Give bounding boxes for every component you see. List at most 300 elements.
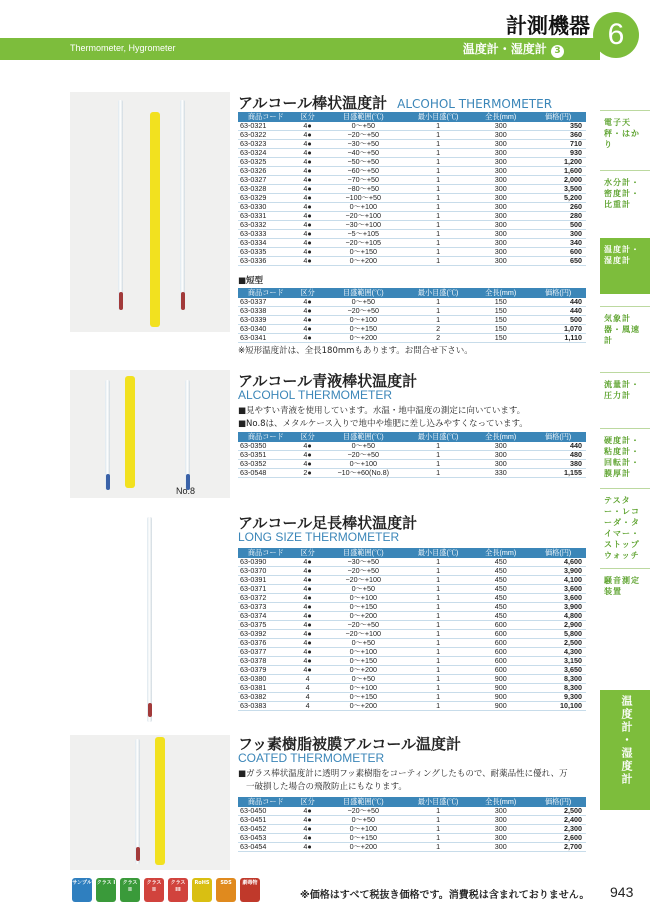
table-cell: 63-0378 xyxy=(238,657,294,666)
table-header: 価格(円) xyxy=(530,288,586,298)
table-row xyxy=(238,612,586,621)
table-cell: 1 xyxy=(405,675,471,684)
table-cell: 1 xyxy=(405,230,471,239)
table-cell: 63-0390 xyxy=(238,558,294,567)
table-cell: 0〜+100 xyxy=(322,825,406,834)
table-cell: 63-0370 xyxy=(238,567,294,576)
table-header: 価格(円) xyxy=(530,112,586,122)
table-cell: 150 xyxy=(471,334,530,343)
table-cell: 63-0327 xyxy=(238,176,294,185)
table-row xyxy=(238,334,586,343)
table-cell: 1 xyxy=(405,657,471,666)
table-cell: 2 xyxy=(405,325,471,334)
table-cell: 1 xyxy=(405,221,471,230)
table-cell: −40〜+50 xyxy=(322,149,406,158)
spec-table-coated xyxy=(238,797,586,852)
table-cell: 600 xyxy=(471,666,530,675)
category-subline xyxy=(0,38,600,60)
table-row xyxy=(238,807,586,816)
table-cell: 300 xyxy=(471,158,530,167)
table-cell: 4,800 xyxy=(530,612,586,621)
table-cell: 0〜+50 xyxy=(322,585,406,594)
table-cell: 0〜+150 xyxy=(322,325,406,334)
sidebar-item[interactable]: 騒音測定装置 xyxy=(600,568,650,614)
table-cell: 0〜+200 xyxy=(322,257,406,266)
section4-note-1: ■ガラス棒状温度計に透明フッ素樹脂をコーティングしたもので、耐薬品性に優れ、万 xyxy=(238,769,568,779)
table-cell: 300 xyxy=(471,221,530,230)
subtitle-number: 3 xyxy=(551,45,564,58)
table-cell: 4● xyxy=(294,325,322,334)
table-row xyxy=(238,825,586,834)
tax-note: ※価格はすべて税抜き価格です。消費税は含まれておりません。 xyxy=(300,890,590,901)
table-cell: 1 xyxy=(405,585,471,594)
table-cell: 0〜+100 xyxy=(322,316,406,325)
table-cell: 1 xyxy=(405,140,471,149)
table-cell: −80〜+50 xyxy=(322,185,406,194)
table-cell: 1 xyxy=(405,702,471,711)
table-cell: 63-0373 xyxy=(238,603,294,612)
table-header: 最小目盛(℃) xyxy=(405,288,471,298)
table-cell: −20〜+50 xyxy=(322,567,406,576)
table-cell: 1,200 xyxy=(530,158,586,167)
table-row xyxy=(238,666,586,675)
table-cell: 63-0334 xyxy=(238,239,294,248)
table-cell: 150 xyxy=(471,316,530,325)
table-row xyxy=(238,594,586,603)
table-cell: 1 xyxy=(405,167,471,176)
product-photo-long xyxy=(70,505,230,725)
table-cell: 63-0322 xyxy=(238,131,294,140)
category-title: 計測機器 xyxy=(506,14,590,38)
table-cell: −20〜+50 xyxy=(322,451,406,460)
legend-badge: クラス II xyxy=(120,878,140,902)
table-cell: 63-0331 xyxy=(238,212,294,221)
table-row xyxy=(238,567,586,576)
table-row xyxy=(238,203,586,212)
table-cell: 63-0371 xyxy=(238,585,294,594)
table-cell: 2,900 xyxy=(530,621,586,630)
table-cell: 2,500 xyxy=(530,639,586,648)
table-cell: −60〜+50 xyxy=(322,167,406,176)
sidebar-item[interactable]: 電子天秤・はかり xyxy=(600,110,650,158)
sidebar-item[interactable]: 硬度計・粘度計・回転計・膜厚計 xyxy=(600,428,650,486)
table-cell: −30〜+50 xyxy=(322,558,406,567)
table-header: 最小目盛(℃) xyxy=(405,432,471,442)
table-cell: 63-0377 xyxy=(238,648,294,657)
table-header: 全長(mm) xyxy=(471,112,530,122)
table-header: 目盛範囲(℃) xyxy=(322,797,406,807)
table-cell: 5,200 xyxy=(530,194,586,203)
product-photo-alcohol xyxy=(70,92,230,332)
table-cell: 63-0451 xyxy=(238,816,294,825)
table-cell: 1 xyxy=(405,567,471,576)
table-cell: 2,400 xyxy=(530,816,586,825)
section1-footnote: ※短形温度計は、全長180mmもあります。お問合せ下さい。 xyxy=(238,346,473,356)
sidebar-item[interactable]: 流量計・圧力計 xyxy=(600,372,650,418)
table-cell: 2,600 xyxy=(530,834,586,843)
table-cell: 63-0350 xyxy=(238,442,294,451)
table-row xyxy=(238,325,586,334)
table-cell: 1,070 xyxy=(530,325,586,334)
table-cell: −20〜+100 xyxy=(322,576,406,585)
table-cell: −30〜+50 xyxy=(322,140,406,149)
table-cell: 63-0453 xyxy=(238,834,294,843)
table-row xyxy=(238,442,586,451)
table-cell: 1 xyxy=(405,825,471,834)
table-cell: 280 xyxy=(530,212,586,221)
table-cell: −20〜+105 xyxy=(322,239,406,248)
table-cell: 1 xyxy=(405,621,471,630)
table-cell: 2,000 xyxy=(530,176,586,185)
table-cell: 600 xyxy=(471,630,530,639)
table-header: 目盛範囲(℃) xyxy=(322,288,406,298)
table-header: 目盛範囲(℃) xyxy=(322,112,406,122)
table-cell: 300 xyxy=(471,442,530,451)
table-cell: 300 xyxy=(471,807,530,816)
table-row xyxy=(238,149,586,158)
table-cell: −70〜+50 xyxy=(322,176,406,185)
table-cell: 900 xyxy=(471,702,530,711)
table-cell: 4● xyxy=(294,834,322,843)
table-cell: 4● xyxy=(294,212,322,221)
table-cell: 1 xyxy=(405,603,471,612)
table-cell: 0〜+150 xyxy=(322,834,406,843)
section2-title-en: ALCOHOL THERMOMETER xyxy=(238,388,393,402)
table-cell: 380 xyxy=(530,460,586,469)
table-cell: 0〜+100 xyxy=(322,203,406,212)
table-cell: 1 xyxy=(405,257,471,266)
table-row xyxy=(238,630,586,639)
table-cell: 300 xyxy=(471,122,530,131)
table-cell: 63-0340 xyxy=(238,325,294,334)
table-cell: 3,150 xyxy=(530,657,586,666)
table-cell: 1 xyxy=(405,176,471,185)
table-header: 区分 xyxy=(294,548,322,558)
table-cell: 63-0382 xyxy=(238,693,294,702)
table-cell: 4● xyxy=(294,158,322,167)
table-row xyxy=(238,684,586,693)
table-cell: 1,110 xyxy=(530,334,586,343)
table-cell: 4● xyxy=(294,576,322,585)
table-cell: 4● xyxy=(294,194,322,203)
table-cell: 63-0452 xyxy=(238,825,294,834)
table-row xyxy=(238,230,586,239)
legend-badge: クラス I xyxy=(96,878,116,902)
table-cell: 4● xyxy=(294,185,322,194)
sidebar-vertical-label: 温度計・湿度計 xyxy=(620,695,633,786)
product-photo-coated xyxy=(70,735,230,870)
table-cell: 4● xyxy=(294,630,322,639)
table-cell: 600 xyxy=(530,248,586,257)
table-cell: 0〜+150 xyxy=(322,657,406,666)
table-cell: 150 xyxy=(471,325,530,334)
table-cell: 4● xyxy=(294,334,322,343)
table-cell: 480 xyxy=(530,451,586,460)
table-cell: 63-0333 xyxy=(238,230,294,239)
table-cell: 4● xyxy=(294,140,322,149)
table-header: 全長(mm) xyxy=(471,288,530,298)
sidebar-item[interactable]: 水分計・密度計・比重計 xyxy=(600,170,650,228)
table-cell: 1 xyxy=(405,460,471,469)
table-cell: 300 xyxy=(471,451,530,460)
table-row xyxy=(238,843,586,852)
table-cell: 4● xyxy=(294,460,322,469)
table-cell: 4● xyxy=(294,558,322,567)
table-header: 目盛範囲(℃) xyxy=(322,548,406,558)
table-cell: 600 xyxy=(471,648,530,657)
table-cell: 1 xyxy=(405,684,471,693)
section3-title: アルコール足長棒状温度計 xyxy=(238,514,418,532)
table-cell: 450 xyxy=(471,567,530,576)
table-cell: 3,600 xyxy=(530,594,586,603)
table-cell: 0〜+150 xyxy=(322,248,406,257)
table-cell: −30〜+100 xyxy=(322,221,406,230)
table-row xyxy=(238,816,586,825)
table-cell: 450 xyxy=(471,612,530,621)
table-cell: 4 xyxy=(294,675,322,684)
table-cell: 4● xyxy=(294,203,322,212)
table-row xyxy=(238,657,586,666)
table-cell: 300 xyxy=(471,239,530,248)
table-row xyxy=(238,167,586,176)
table-row xyxy=(238,621,586,630)
table-cell: 8,300 xyxy=(530,684,586,693)
table-row xyxy=(238,576,586,585)
table-cell: 1 xyxy=(405,442,471,451)
table-cell: 4● xyxy=(294,603,322,612)
page-number: 943 xyxy=(610,884,634,900)
table-cell: 1,600 xyxy=(530,167,586,176)
table-cell: 450 xyxy=(471,603,530,612)
table-cell: 300 xyxy=(471,834,530,843)
table-cell: 0〜+200 xyxy=(322,612,406,621)
spec-table-long xyxy=(238,548,586,711)
table-cell: 340 xyxy=(530,239,586,248)
table-cell: 4● xyxy=(294,843,322,852)
table-cell: 2● xyxy=(294,469,322,478)
table-cell: 4● xyxy=(294,585,322,594)
table-row xyxy=(238,248,586,257)
table-row xyxy=(238,693,586,702)
table-row xyxy=(238,675,586,684)
table-header: 目盛範囲(℃) xyxy=(322,432,406,442)
table-cell: 63-0341 xyxy=(238,334,294,343)
table-cell: 1 xyxy=(405,834,471,843)
table-cell: 4● xyxy=(294,657,322,666)
sidebar-item[interactable]: テスター・レコーダ・タイマー・ストップウォッチ xyxy=(600,488,650,554)
table-cell: 4● xyxy=(294,666,322,675)
table-cell: 4● xyxy=(294,807,322,816)
table-row xyxy=(238,603,586,612)
table-cell: 0〜+100 xyxy=(322,684,406,693)
table-header: 商品コード xyxy=(238,548,294,558)
table-cell: 1 xyxy=(405,576,471,585)
table-cell: 1 xyxy=(405,149,471,158)
table-cell: 500 xyxy=(530,221,586,230)
table-cell: 350 xyxy=(530,122,586,131)
table-cell: 9,300 xyxy=(530,693,586,702)
table-cell: 1 xyxy=(405,630,471,639)
table-cell: 1 xyxy=(405,666,471,675)
table-cell: 300 xyxy=(471,843,530,852)
table-cell: 1 xyxy=(405,612,471,621)
table-row xyxy=(238,469,586,478)
table-header: 最小目盛(℃) xyxy=(405,112,471,122)
table-cell: 4,600 xyxy=(530,558,586,567)
table-cell: 63-0372 xyxy=(238,594,294,603)
table-cell: 0〜+200 xyxy=(322,702,406,711)
table-cell: 450 xyxy=(471,585,530,594)
table-cell: 63-0337 xyxy=(238,298,294,307)
table-cell: 300 xyxy=(471,460,530,469)
table-cell: 1 xyxy=(405,248,471,257)
table-cell: 1 xyxy=(405,158,471,167)
table-cell: 4,100 xyxy=(530,576,586,585)
table-row xyxy=(238,239,586,248)
table-cell: 0〜+150 xyxy=(322,693,406,702)
table-cell: 0〜+50 xyxy=(322,816,406,825)
table-cell: 4,300 xyxy=(530,648,586,657)
table-header: 区分 xyxy=(294,288,322,298)
table-cell: −20〜+100 xyxy=(322,212,406,221)
table-cell: 150 xyxy=(471,298,530,307)
table-header: 価格(円) xyxy=(530,548,586,558)
table-cell: 63-0335 xyxy=(238,248,294,257)
header xyxy=(0,0,650,60)
table-row xyxy=(238,451,586,460)
table-cell: 2,700 xyxy=(530,843,586,852)
table-cell: 300 xyxy=(471,167,530,176)
table-cell: 440 xyxy=(530,298,586,307)
table-cell: 4● xyxy=(294,307,322,316)
table-cell: 150 xyxy=(471,307,530,316)
table-cell: 300 xyxy=(471,203,530,212)
table-cell: 1 xyxy=(405,648,471,657)
table-row xyxy=(238,316,586,325)
table-cell: 1 xyxy=(405,316,471,325)
table-cell: 2,300 xyxy=(530,825,586,834)
table-cell: 440 xyxy=(530,442,586,451)
table-cell: 1,155 xyxy=(530,469,586,478)
section3-title-en: LONG SIZE THERMOMETER xyxy=(238,530,400,544)
section4-title: フッ素樹脂被膜アルコール温度計 xyxy=(238,735,462,753)
table-header: 区分 xyxy=(294,797,322,807)
table-header: 価格(円) xyxy=(530,432,586,442)
table-row xyxy=(238,648,586,657)
table-cell: 300 xyxy=(471,176,530,185)
sidebar-item[interactable]: 温度計・湿度計 xyxy=(600,238,650,294)
legend-badge: RoHS xyxy=(192,878,212,902)
table-cell: 63-0330 xyxy=(238,203,294,212)
table-header: 全長(mm) xyxy=(471,432,530,442)
table-cell: 900 xyxy=(471,684,530,693)
table-cell: 3,500 xyxy=(530,185,586,194)
legend-badge: SDS xyxy=(216,878,236,902)
table-header: 最小目盛(℃) xyxy=(405,548,471,558)
table-header: 商品コード xyxy=(238,797,294,807)
table-cell: 4● xyxy=(294,316,322,325)
table-cell: 4 xyxy=(294,684,322,693)
table-cell: 63-0351 xyxy=(238,451,294,460)
table-cell: 330 xyxy=(471,469,530,478)
table-row xyxy=(238,131,586,140)
table-row xyxy=(238,834,586,843)
table-cell: 300 xyxy=(471,149,530,158)
table-cell: 4● xyxy=(294,639,322,648)
table-cell: 300 xyxy=(530,230,586,239)
product-photo-blue xyxy=(70,370,230,498)
table-cell: 4● xyxy=(294,567,322,576)
table-cell: 1 xyxy=(405,185,471,194)
table-cell: 300 xyxy=(471,230,530,239)
table-cell: 600 xyxy=(471,639,530,648)
table-header: 全長(mm) xyxy=(471,797,530,807)
table-row xyxy=(238,585,586,594)
table-cell: 1 xyxy=(405,131,471,140)
table-cell: 63-0375 xyxy=(238,621,294,630)
table-row xyxy=(238,140,586,149)
table-cell: 300 xyxy=(471,185,530,194)
table-row xyxy=(238,212,586,221)
table-cell: 0〜+50 xyxy=(322,298,406,307)
table-row xyxy=(238,702,586,711)
table-cell: −20〜+50 xyxy=(322,807,406,816)
table-cell: 63-0391 xyxy=(238,576,294,585)
table-cell: 4● xyxy=(294,612,322,621)
table-cell: 1 xyxy=(405,451,471,460)
table-cell: 63-0323 xyxy=(238,140,294,149)
table-cell: 0〜+100 xyxy=(322,460,406,469)
table-cell: 63-0450 xyxy=(238,807,294,816)
table-cell: 710 xyxy=(530,140,586,149)
subtitle-en: Thermometer, Hygrometer xyxy=(70,43,176,53)
table-cell: 63-0325 xyxy=(238,158,294,167)
table-cell: 63-0328 xyxy=(238,185,294,194)
table-cell: 63-0379 xyxy=(238,666,294,675)
table-cell: 1 xyxy=(405,194,471,203)
table-row xyxy=(238,298,586,307)
table-header: 最小目盛(℃) xyxy=(405,797,471,807)
table-cell: 1 xyxy=(405,843,471,852)
table-cell: 4 xyxy=(294,693,322,702)
table-cell: 63-0374 xyxy=(238,612,294,621)
table-cell: 4● xyxy=(294,248,322,257)
table-cell: 360 xyxy=(530,131,586,140)
table-cell: 600 xyxy=(471,657,530,666)
table-cell: 4● xyxy=(294,442,322,451)
table-cell: 0〜+50 xyxy=(322,675,406,684)
table-row xyxy=(238,122,586,131)
table-cell: 450 xyxy=(471,558,530,567)
table-cell: 900 xyxy=(471,693,530,702)
table-cell: 63-0548 xyxy=(238,469,294,478)
section1-title: アルコール棒状温度計 ALCOHOL THERMOMETER xyxy=(238,94,553,112)
table-header: 区分 xyxy=(294,432,322,442)
table-row xyxy=(238,558,586,567)
table-cell: 500 xyxy=(530,316,586,325)
sidebar-item[interactable]: 気象計器・風速計 xyxy=(600,306,650,352)
table-cell: 4● xyxy=(294,149,322,158)
table-cell: 4● xyxy=(294,131,322,140)
subtitle-jp: 温度計・湿度計 3 xyxy=(463,40,564,58)
spec-table-short xyxy=(238,288,586,343)
table-cell: 4● xyxy=(294,594,322,603)
table-cell: 0〜+150 xyxy=(322,603,406,612)
table-row xyxy=(238,185,586,194)
table-cell: 63-0329 xyxy=(238,194,294,203)
table-cell: 650 xyxy=(530,257,586,266)
table-cell: 4● xyxy=(294,816,322,825)
